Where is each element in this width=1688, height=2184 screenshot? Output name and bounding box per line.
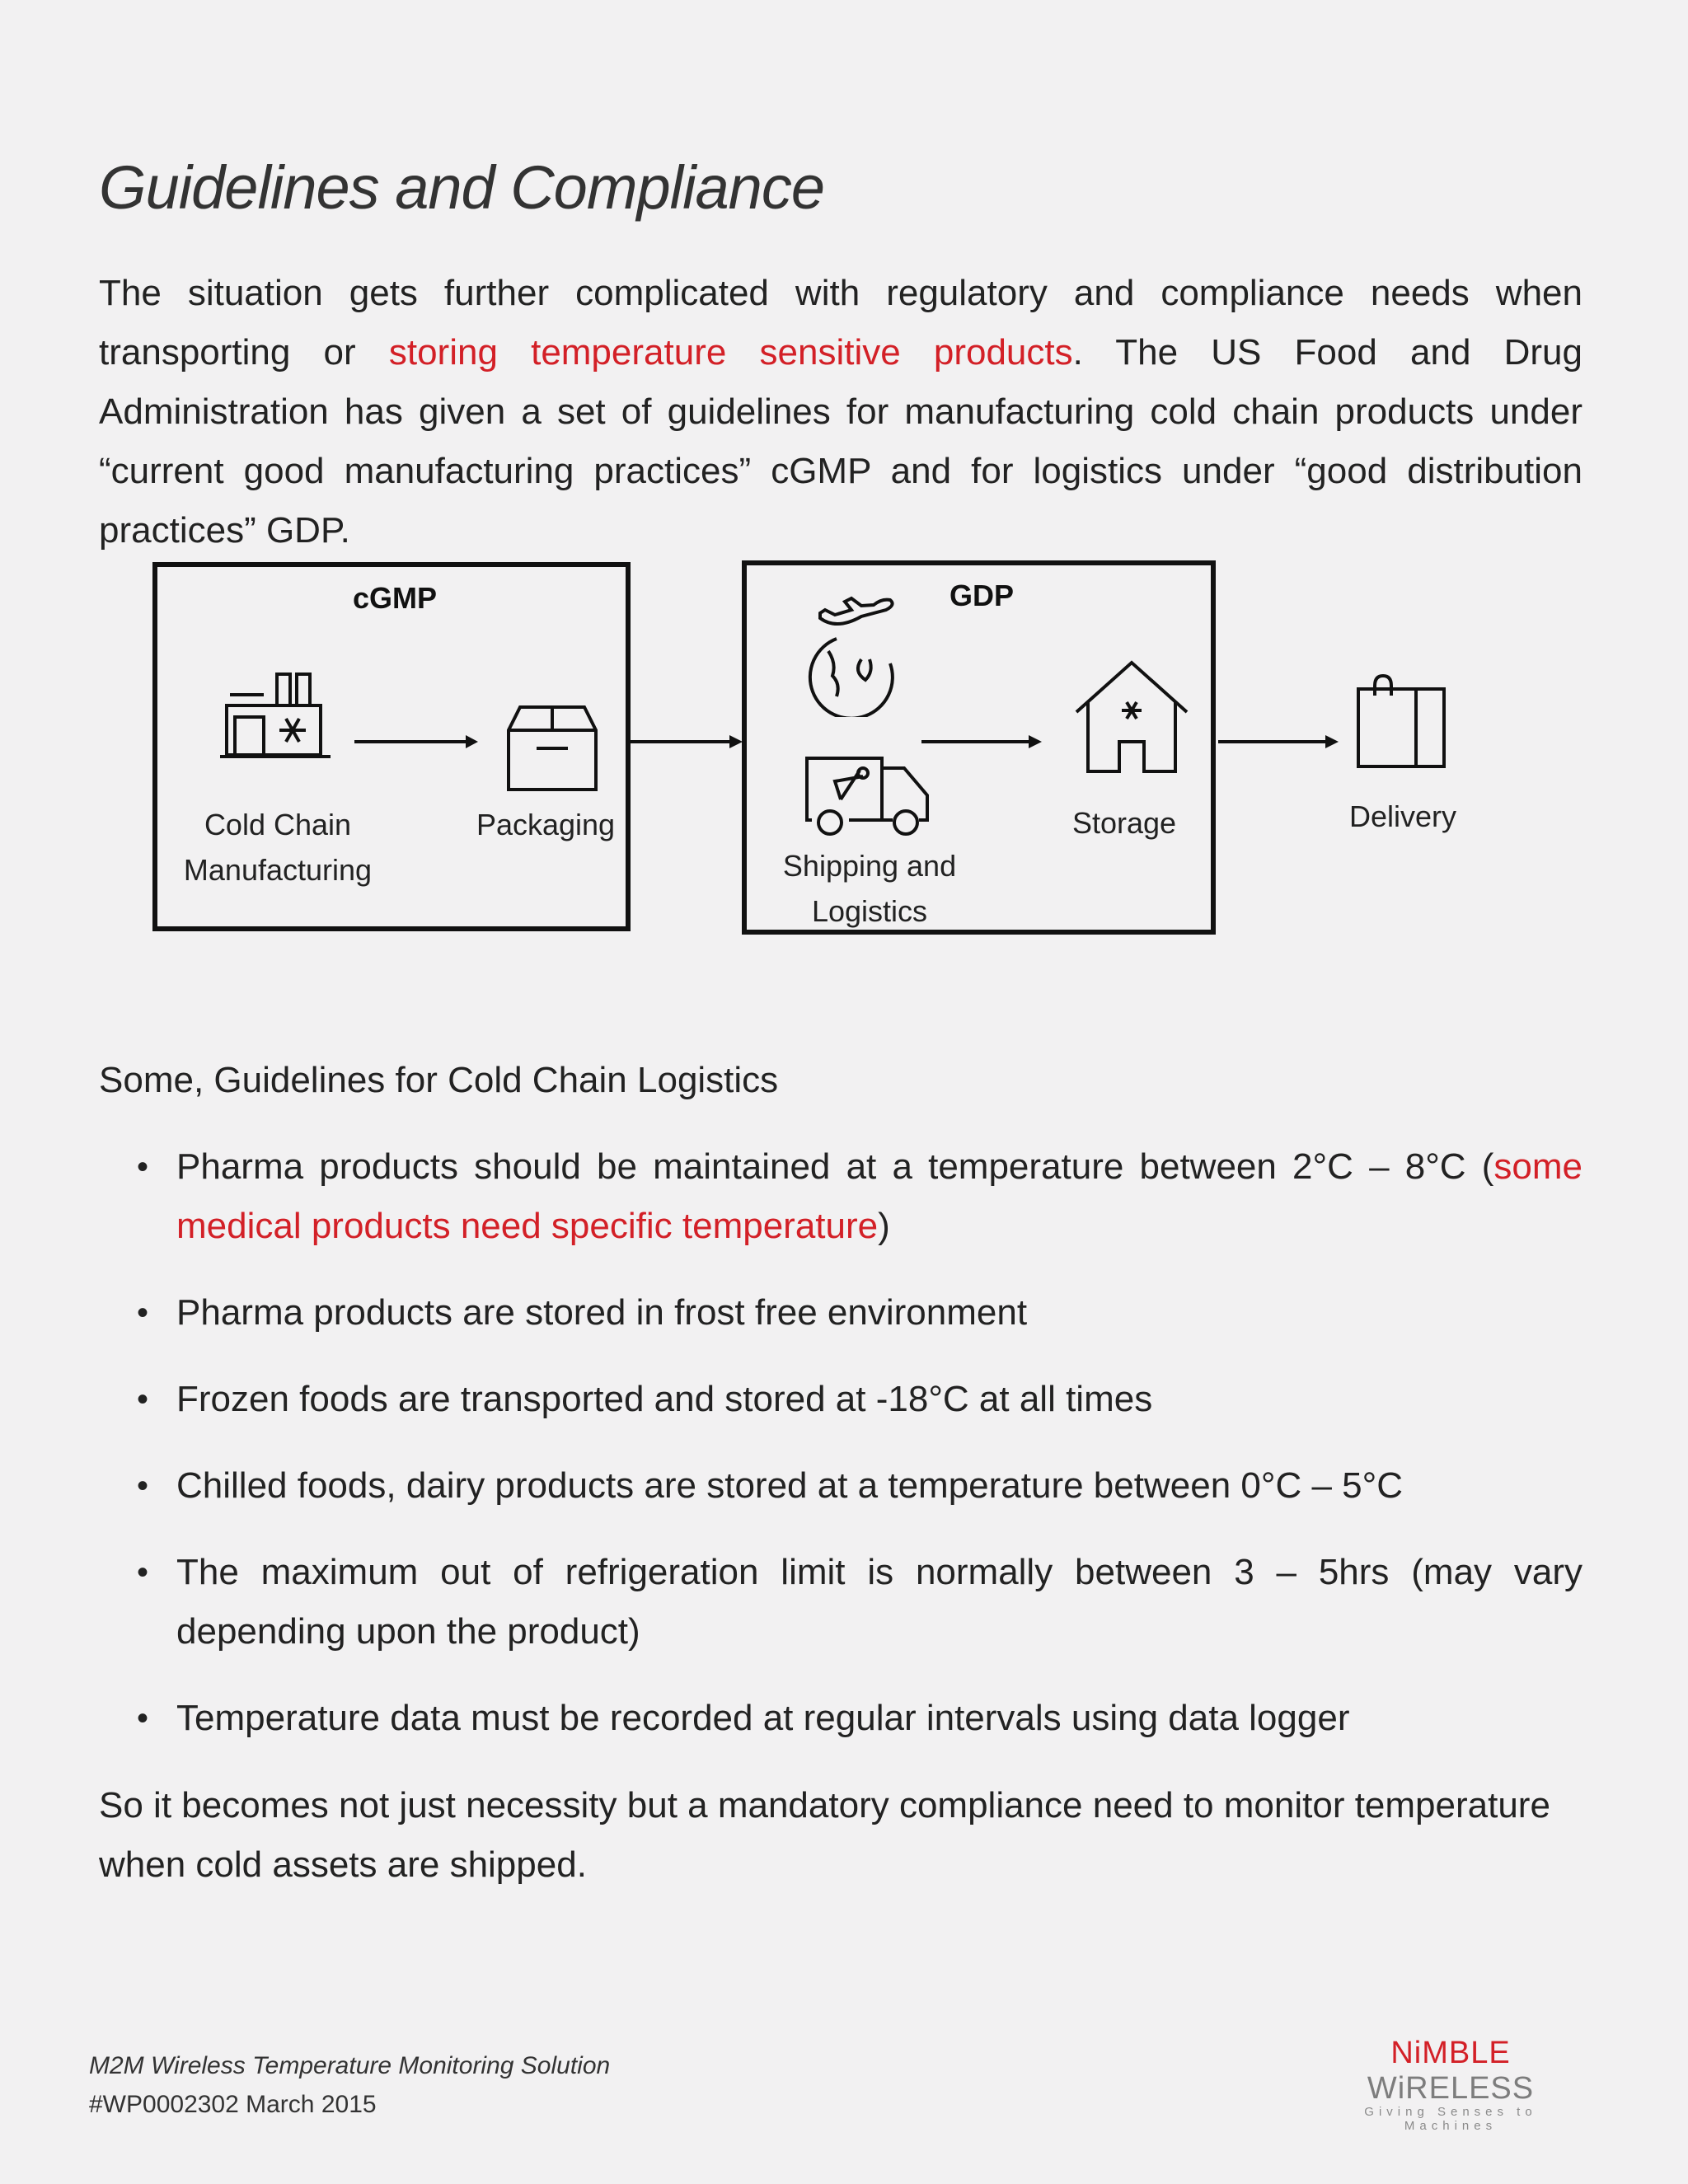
footer-doc-title: M2M Wireless Temperature Monitoring Solution [89, 2052, 611, 2079]
footer-doc-id: #WP0002302 March 2015 [89, 2091, 377, 2118]
bullet-icon: • [137, 1149, 149, 1185]
arrow-shipping-storage [921, 733, 1045, 750]
list-item: • Pharma products are stored in frost free environment [99, 1283, 1582, 1343]
shipping-label: Shipping and Logistics [782, 849, 957, 928]
truck-icon [804, 750, 931, 841]
cold-chain-diagram [0, 544, 1688, 972]
packaging-label: Packaging [476, 808, 616, 841]
bullet-icon: • [137, 1381, 149, 1418]
closing-paragraph: So it becomes not just necessity but a mandatory compliance need to monitor temperature when cold assets are shipped. [99, 1785, 1550, 1885]
package-box-icon [505, 702, 599, 794]
intro-paragraph [99, 264, 1582, 560]
list-item: • Chilled foods, dairy products are stored at a temperature between 0°C – 5°C [99, 1456, 1582, 1516]
factory-snowflake-icon [218, 668, 334, 762]
nimble-wireless-logo [1327, 2036, 1574, 2133]
list-item: • The maximum out of refrigeration limit is normally between 3 – 5hrs (may vary depending upon the product) [99, 1543, 1582, 1661]
delivery-bag-icon [1353, 674, 1451, 770]
logo-tagline: Giving Senses to Machines [1364, 2105, 1537, 2133]
logo-word-1: NiMBLE [1390, 2036, 1511, 2070]
storage-label: Storage [1071, 806, 1177, 840]
gdp-title: GDP [950, 579, 1015, 612]
intro-highlight-link[interactable]: storing temperature sensitive products [388, 332, 1073, 373]
arrow-manufacturing-packaging [354, 733, 478, 750]
guideline-highlight: some medical products need specific temperature [176, 1146, 1582, 1246]
cgmp-title: cGMP [353, 581, 438, 615]
list-item: • Temperature data must be recorded at regular intervals using data logger [99, 1689, 1582, 1748]
logo-word-2: WiRELESS [1367, 2071, 1535, 2106]
intro-text-1: The situation gets further complicated with regulatory and compliance needs when transporting or [99, 273, 1582, 373]
arrow-cgmp-gdp [631, 733, 746, 750]
storage-house-icon [1073, 659, 1190, 775]
page-title: Guidelines and Compliance [99, 153, 824, 222]
bullet-icon: • [137, 1295, 149, 1331]
guidelines-list [99, 1137, 1582, 1775]
list-item: • Frozen foods are transported and stored at -18°C at all times [99, 1370, 1582, 1429]
intro-text-2: . The US Food and Drug Administration has given a set of guidelines for manufacturing cold chain products under “current good manufacturing practices” cGMP and for logistics under “good distribution practices” GDP. [99, 332, 1582, 551]
guidelines-heading: Some, Guidelines for Cold Chain Logistics [99, 1060, 779, 1100]
manufacturing-label: Cold Chain Manufacturing [183, 808, 373, 887]
list-item: • Pharma products should be maintained at a temperature between 2°C – 8°C (some medical products need specific temperature) [99, 1137, 1582, 1256]
bullet-icon: • [137, 1468, 149, 1504]
globe-plane-icon [804, 593, 911, 717]
delivery-label: Delivery [1348, 799, 1457, 833]
arrow-storage-delivery [1218, 733, 1342, 750]
bullet-icon: • [137, 1554, 149, 1591]
bullet-icon: • [137, 1700, 149, 1736]
